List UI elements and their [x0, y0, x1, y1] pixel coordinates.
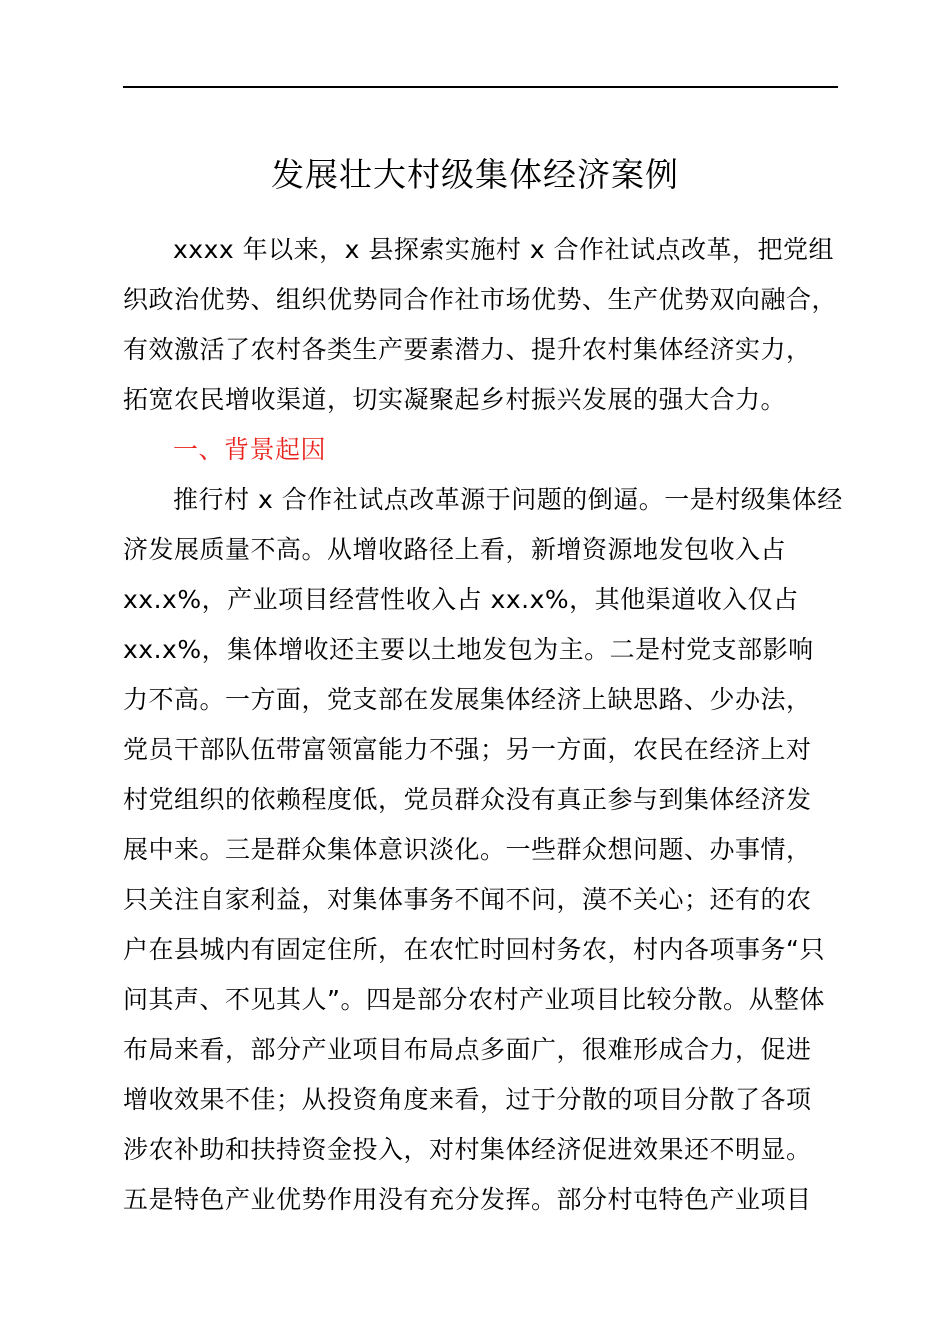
section-line: 户在县城内有固定住所，在农忙时回村务农，村内各项事务“只 — [123, 935, 825, 964]
document-title: 发展壮大村级集体经济案例 — [271, 155, 679, 194]
section-line: 村党组织的依赖程度低，党员群众没有真正参与到集体经济发 — [123, 785, 812, 814]
section-line: 五是特色产业优势作用没有充分发挥。部分村屯特色产业项目 — [123, 1185, 812, 1214]
section-line: 只关注自家利益，对集体事务不闻不问，漠不关心；还有的农 — [123, 885, 812, 914]
section-line: 济发展质量不高。从增收路径上看，新增资源地发包收入占 — [123, 535, 787, 564]
intro-line: 织政治优势、组织优势同合作社市场优势、生产优势双向融合， — [123, 285, 838, 314]
section-line: 力不高。一方面，党支部在发展集体经济上缺思路、少办法， — [123, 685, 812, 714]
section-line: xx.x%，集体增收还主要以土地发包为主。二是村党支部影响 — [123, 635, 814, 664]
header-rule — [123, 86, 838, 88]
section-heading: 一、背景起因 — [173, 435, 327, 464]
section-line: 党员干部队伍带富领富能力不强；另一方面，农民在经济上对 — [123, 735, 812, 764]
section-line: 问其声、不见其人”。四是部分农村产业项目比较分散。从整体 — [123, 985, 825, 1014]
section-line: xx.x%，产业项目经营性收入占 xx.x%，其他渠道收入仅占 — [123, 585, 799, 614]
document-body — [123, 225, 843, 1225]
section-line: 推行村 x 合作社试点改革源于问题的倒逼。一是村级集体经 — [173, 485, 843, 514]
intro-line: 拓宽农民增收渠道，切实凝聚起乡村振兴发展的强大合力。 — [123, 385, 787, 414]
intro-line: xxxx 年以来，x 县探索实施村 x 合作社试点改革，把党组 — [173, 235, 835, 264]
section-line: 增收效果不佳；从投资角度来看，过于分散的项目分散了各项 — [123, 1085, 812, 1114]
section-line: 展中来。三是群众集体意识淡化。一些群众想问题、办事情， — [123, 835, 812, 864]
section-line: 布局来看，部分产业项目布局点多面广，很难形成合力，促进 — [123, 1035, 812, 1064]
section-line: 涉农补助和扶持资金投入，对村集体经济促进效果还不明显。 — [123, 1135, 812, 1164]
intro-line: 有效激活了农村各类生产要素潜力、提升农村集体经济实力， — [123, 335, 812, 364]
